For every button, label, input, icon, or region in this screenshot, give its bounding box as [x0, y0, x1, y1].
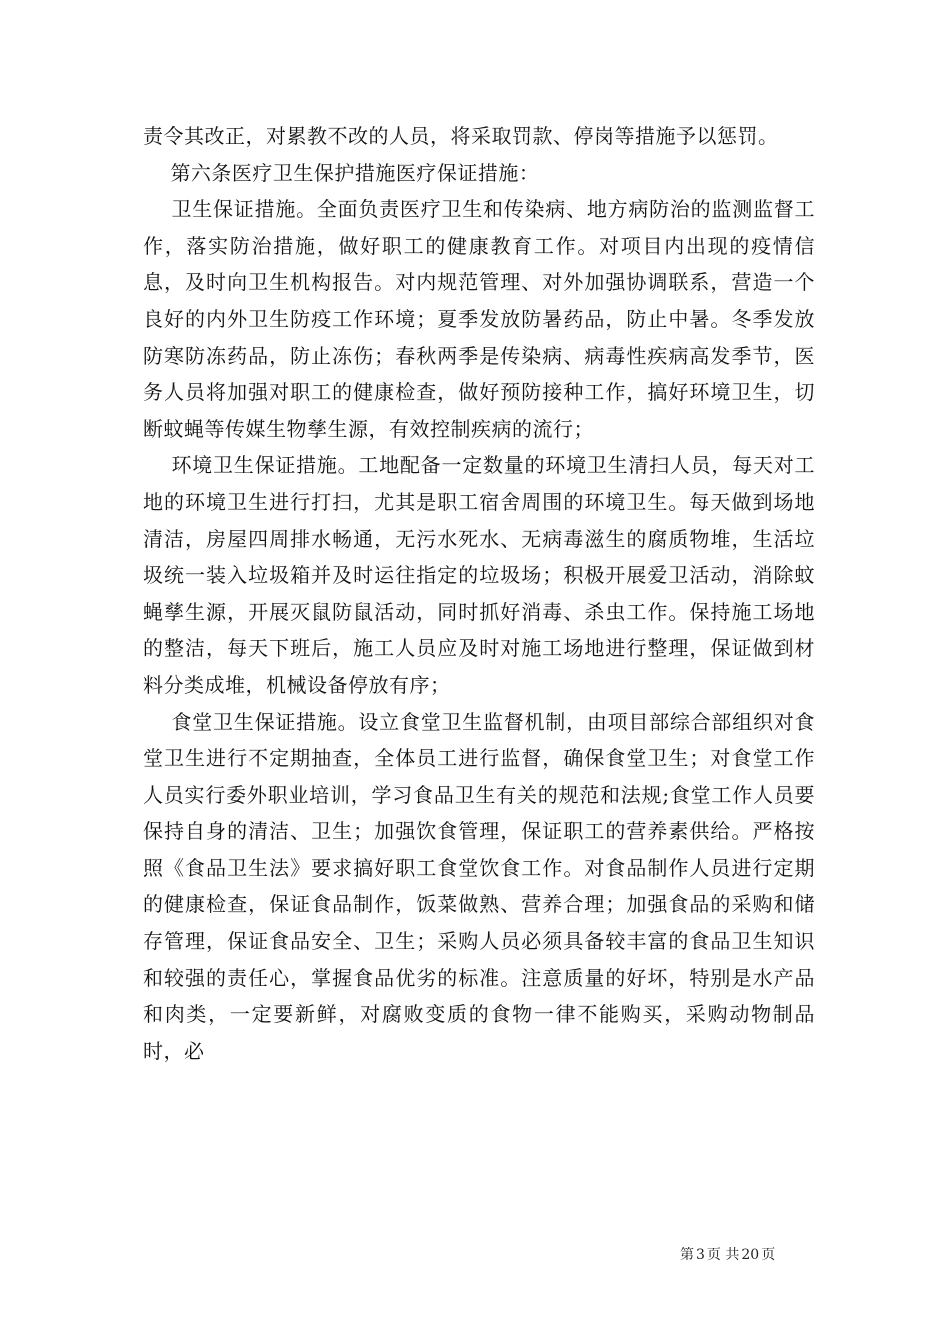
paragraph-canteen-measures: 食堂卫生保证措施。设立食堂卫生监督机制，由项目部综合部组织对食堂卫生进行不定期抽查，全体员工进行监督，确保食堂卫生；对食堂工作人员实行委外职业培训，学习食品卫生有关的规范和法规;食堂工作人员要保持自身的清洁、卫生；加强饮食管理，保证职工的营养素供给。严格按照《食品卫生法》要求搞好职工食堂饮食工作。对食品制作人员进行定期的健康检查，保证食品制作，饭菜做熟、营养合理；加强食品的采购和储存管理，保证食品安全、卫生；采购人员必须具备较丰富的食品卫生知识和较强的责任心，掌握食品优劣的标准。注意质量的好坏，特别是水产品和肉类，一定要新鲜，对腐败变质的食物一律不能购买，采购动物制品时，必: [143, 709, 815, 1063]
total-page-number: 20: [741, 1247, 760, 1263]
footer-prefix: 第: [680, 1247, 694, 1263]
paragraph-penalty: 责令其改正，对累教不改的人员，将采取罚款、停岗等措施予以惩罚。: [143, 124, 779, 148]
current-page-number: 3: [696, 1247, 705, 1263]
paragraph-article-six-heading: 第六条医疗卫生保护措施医疗保证措施：: [143, 160, 540, 185]
paragraph-health-measures: 卫生保证措施。全面负责医疗卫生和传染病、地方病防治的监测监督工作，落实防治措施，做好职工的健康教育工作。对项目内出现的疫情信息，及时向卫生机构报告。对内规范管理、对外加强协调联系，营造一个良好的内外卫生防疫工作环境；夏季发放防暑药品，防止中暑。冬季发放防寒防冻药品，防止冻伤；春秋两季是传染病、病毒性疾病高发季节，医务人员将加强对职工的健康检查，做好预防接种工作，搞好环境卫生，切断蚊蝇等传媒生物孳生源，有效控制疾病的流行；: [143, 197, 815, 441]
footer-middle: 页 共: [706, 1247, 740, 1263]
page-number-footer: [680, 1244, 775, 1264]
footer-suffix: 页: [761, 1247, 776, 1263]
document-body: [143, 118, 815, 1069]
paragraph-environment-measures: 环境卫生保证措施。工地配备一定数量的环境卫生清扫人员，每天对工地的环境卫生进行打扫，尤其是职工宿舍周围的环境卫生。每天做到场地清洁，房屋四周排水畅通，无污水死水、无病毒滋生的腐质物堆，生活垃圾统一装入垃圾箱并及时运往指定的垃圾场；积极开展爱卫活动，消除蚊蝇孳生源，开展灭鼠防鼠活动，同时抓好消毒、杀虫工作。保持施工场地的整洁，每天下班后，施工人员应及时对施工场地进行整理，保证做到材料分类成堆，机械设备停放有序；: [143, 453, 815, 697]
